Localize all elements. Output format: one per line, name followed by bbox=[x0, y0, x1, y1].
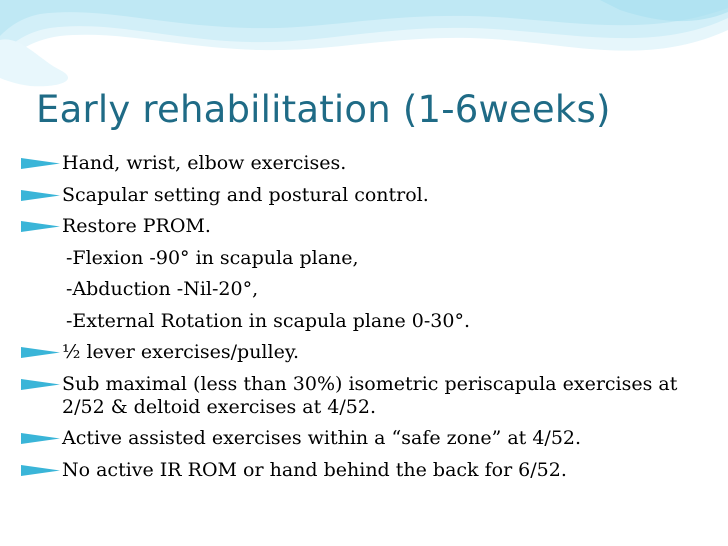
list-item bbox=[20, 152, 710, 175]
list-item-text: Restore PROM. bbox=[62, 215, 211, 237]
bullet-list bbox=[20, 152, 710, 490]
list-item-text: Active assisted exercises within a “safe zone” at 4/52. bbox=[62, 427, 582, 449]
sub-item bbox=[20, 247, 710, 270]
bullet-icon bbox=[20, 464, 60, 477]
list-item-text: Sub maximal (less than 30%) isometric periscapula exercises at 2/52 & deltoid exercises at 4/52. bbox=[62, 372, 678, 418]
list-item-text: No active IR ROM or hand behind the back for 6/52. bbox=[62, 458, 567, 481]
sub-item-text: -Flexion -90° in scapula plane, bbox=[66, 246, 359, 269]
bullet-icon bbox=[20, 378, 60, 391]
sub-item-text: -Abduction -Nil-20°, bbox=[66, 278, 259, 300]
list-item-text: Hand, wrist, elbow exercises. bbox=[62, 152, 347, 174]
list-item bbox=[20, 184, 710, 207]
bullet-icon bbox=[20, 220, 60, 233]
sub-item bbox=[20, 278, 710, 301]
list-item bbox=[20, 459, 710, 482]
list-item-text: Scapular setting and postural control. bbox=[62, 183, 429, 206]
bullet-icon bbox=[20, 432, 60, 445]
slide-title: Early rehabilitation (1-6weeks) bbox=[36, 88, 611, 131]
bullet-icon bbox=[20, 157, 60, 170]
list-item bbox=[20, 341, 710, 364]
list-item bbox=[20, 373, 710, 419]
sub-item-text: -External Rotation in scapula plane 0-30°. bbox=[66, 309, 471, 332]
bullet-icon bbox=[20, 189, 60, 202]
bullet-icon bbox=[20, 346, 60, 359]
list-item-text: ½ lever exercises/pulley. bbox=[62, 341, 300, 363]
list-item bbox=[20, 427, 710, 450]
list-item bbox=[20, 215, 710, 238]
sub-item bbox=[20, 310, 710, 333]
decorative-wave-banner bbox=[0, 0, 728, 90]
